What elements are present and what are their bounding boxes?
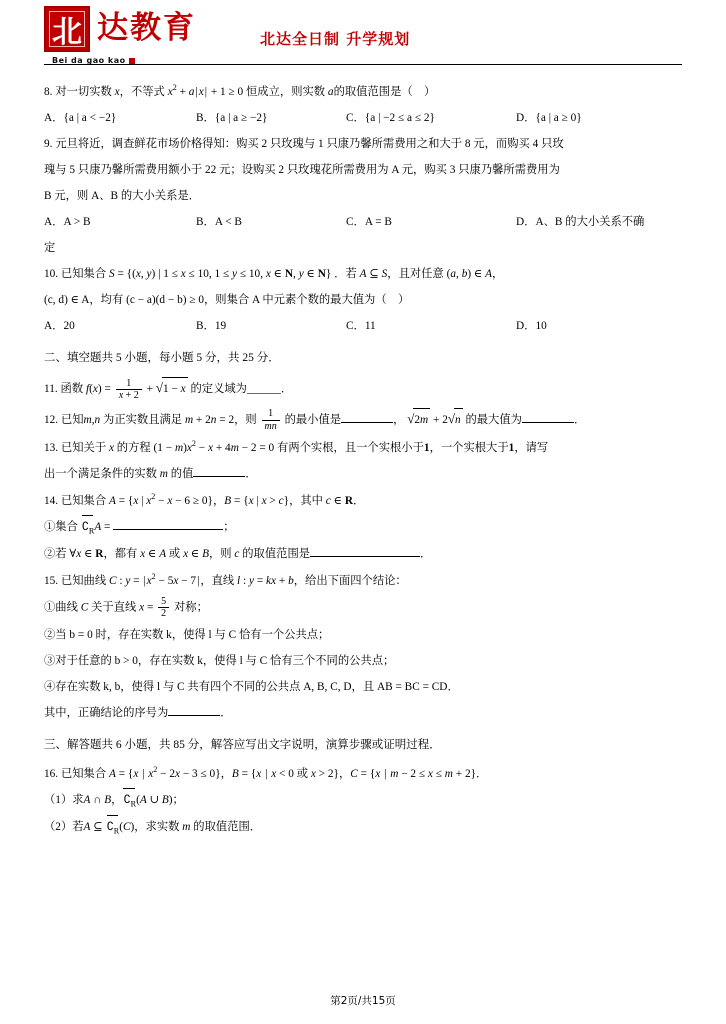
option-d[interactable]: D．A、B 的大小关系不确 xyxy=(516,215,645,228)
answer-blank[interactable] xyxy=(341,422,393,423)
exam-content xyxy=(44,66,682,839)
option-a[interactable]: A．{a | a < −2} xyxy=(44,111,117,124)
q8-text-d: 恒成立，则实数 xyxy=(246,85,326,98)
answer-blank[interactable] xyxy=(522,422,574,423)
q11-text-pre: 函数 xyxy=(60,383,84,396)
option-a[interactable]: A．20 xyxy=(44,319,75,332)
answer-blank[interactable] xyxy=(168,715,220,716)
logo-seal-icon xyxy=(44,6,90,52)
q13-line2-row: 出一个满足条件的实数 m 的值 ． xyxy=(44,467,257,480)
question-12: 12. 已知m,n 为正实数且满足 m + 2n = 2，则 $\frac{1}{mn}$ 的最小值是 ， √2m + 2√n 的最大值为 ． xyxy=(44,408,586,432)
answer-blank[interactable] xyxy=(193,476,245,477)
q10-number: 10 xyxy=(44,267,56,280)
q11-text-post: 的定义域为______． xyxy=(190,383,293,396)
q8-text-f: 的取值范围是（ ） xyxy=(333,85,436,98)
question-16: 16. 已知集合 A = {x | $x^2 - 2x - 3 \le 0$}，B = {x | x < 0 或 x > 2}，C = {x | m − 2 ≤ x ≤ m + 2}． xyxy=(44,765,488,780)
q16-number: 16 xyxy=(44,767,56,780)
answer-blank[interactable] xyxy=(310,556,420,557)
section-3-heading: 三、解答题共 6 小题，共 85 分，解答应写出文字说明，演算步骤或证明过程． xyxy=(44,738,441,751)
q10-line2-row xyxy=(44,289,682,311)
q10-text-post: ，且对任意 xyxy=(387,267,444,280)
q14-sub2: ②若 ∀x ∈ R，都有 x ∈ A 或 x ∈ B，则 c 的取值范围是 ． xyxy=(44,547,432,560)
q15-sub3: ③对于任意的 b > 0，存在实数 k，使得 l 与 C 恰有三个不同的公共点； xyxy=(44,654,395,667)
q10-text-mid: ．若 xyxy=(334,267,357,280)
q9-line2: 瑰与 5 只康乃馨所需费用额小于 22 元；设购买 2 只玫瑰花所需费用为 A 元，购买 3 只康乃馨所需费用为 xyxy=(44,163,560,176)
option-a[interactable]: A．A > B xyxy=(44,215,91,228)
q10-line2: (c, d) ∈ A，均有 (c − a)(d − b) ≥ 0，则集合 A 中元素个数的最大值为（ ） xyxy=(44,293,410,306)
q11-number: 11 xyxy=(44,383,55,396)
q16-sub1: （1）求A ∩ B， $∁_R(A$ ∪ B)； xyxy=(44,789,682,812)
question-10: 10. 已知集合 S = {(x, y) | 1 ≤ x ≤ 10, 1 ≤ y ≤ 10, x ∈ N, y ∈ N} ．若 A ⊆ S，且对任意 (a, b) ∈ A， xyxy=(44,267,504,280)
question-15: 15. 已知曲线 C : $y = |x^2 - 5x - 7|$，直线 l : y = kx + b，给出下面四个结论： xyxy=(44,571,407,587)
q15-number: 15 xyxy=(44,574,56,587)
option-d[interactable]: D．10 xyxy=(516,319,547,332)
question-8: 8. 对一切实数 x，不等式 $x^2 + a|x| + 1 \ge 0$ 恒成立，则实数 a的取值范围是（ ） xyxy=(44,83,436,98)
option-b[interactable]: B．A < B xyxy=(196,215,242,228)
question-9-options xyxy=(44,211,682,233)
page-footer: 第2页/共15页 xyxy=(330,995,396,1007)
q8-text-a: 对一切实数 xyxy=(55,85,112,98)
q13-number: 13 xyxy=(44,441,56,454)
option-b[interactable]: B．{a | a ≥ −2} xyxy=(196,111,268,124)
q14-sub1: ①集合 $∁_RA$ = ； xyxy=(44,516,682,539)
q9-line3: B 元，则 A、B 的大小关系是． xyxy=(44,189,200,202)
q9-number: 9 xyxy=(44,137,50,150)
q9-options-tail: 定 xyxy=(44,241,56,254)
logo-text: 达教育 xyxy=(97,10,196,46)
answer-blank[interactable] xyxy=(113,529,223,530)
option-c[interactable]: C．11 xyxy=(346,319,376,332)
q9-line3-row xyxy=(44,185,682,207)
logo-square-icon xyxy=(129,58,135,64)
option-b[interactable]: B．19 xyxy=(196,319,227,332)
q15-sub2: ②当 b = 0 时，存在实数 k，使得 l 与 C 恰有一个公共点； xyxy=(44,628,330,641)
header-title: 北达全日制 升学规划 xyxy=(260,30,411,48)
question-9: 9. 元旦将近，调查鲜花市场价格得知：购买 2 只玫瑰与 1 只康乃馨所需费用之和大于 8 元，而购买 4 只玫 xyxy=(44,137,564,150)
option-c[interactable]: C．A = B xyxy=(346,215,392,228)
brand-logo xyxy=(44,6,196,65)
q12-number: 12 xyxy=(44,413,56,426)
q15-tail: 其中，正确结论的序号为 ． xyxy=(44,706,232,719)
section-2-heading: 二、填空题共 5 小题，每小题 5 分，共 25 分． xyxy=(44,351,280,364)
q10-text-pre: 已知集合 xyxy=(60,267,107,280)
question-10-options xyxy=(44,315,682,337)
question-11: 11. 函数 f(x) = $\frac{1}{x + 2}$ + √1 − x 的定义域为______． xyxy=(44,377,293,402)
q9-line2-row xyxy=(44,159,682,181)
logo-pinyin: Bei da gao kao xyxy=(52,56,135,65)
option-c[interactable]: C．{a | −2 ≤ a ≤ 2} xyxy=(346,111,435,124)
option-d[interactable]: D．{a | a ≥ 0} xyxy=(516,111,582,124)
logo-char: 北 xyxy=(52,15,82,50)
header-divider xyxy=(44,64,682,65)
q15-sub4: ④存在实数 k, b，使得 l 与 C 共有四个不同的公共点 A, B, C, D，且 AB = BC = CD． xyxy=(44,680,459,693)
q14-number: 14 xyxy=(44,494,56,507)
question-13: 13. 已知关于 x 的方程 $(1 - m)x^2 - x + 4m - 2 = 0$ 有两个实根，且一个实根小于1，一个实根大于1，请写 xyxy=(44,439,549,454)
question-14: 14. 已知集合 A = {x | $x^2 - x - 6 \ge 0$}，B = {x | x > c}，其中 c ∈ R． xyxy=(44,491,365,507)
q8-text-c: ，不等式 xyxy=(119,85,165,98)
question-8-options xyxy=(44,107,682,129)
q9-line1: 元旦将近，调查鲜花市场价格得知：购买 2 只玫瑰与 1 只康乃馨所需费用之和大于 8 元，而购买 4 只玫 xyxy=(55,137,564,150)
q15-sub1: ①曲线 C 关于直线 x = $\frac{5}{2}$ 对称； xyxy=(44,595,208,620)
q8-number: 8 xyxy=(44,85,50,98)
q16-sub2: （2）若A ⊆ $∁_R(C)$，求实数 m 的取值范围． xyxy=(44,816,682,839)
page-header xyxy=(44,0,682,66)
